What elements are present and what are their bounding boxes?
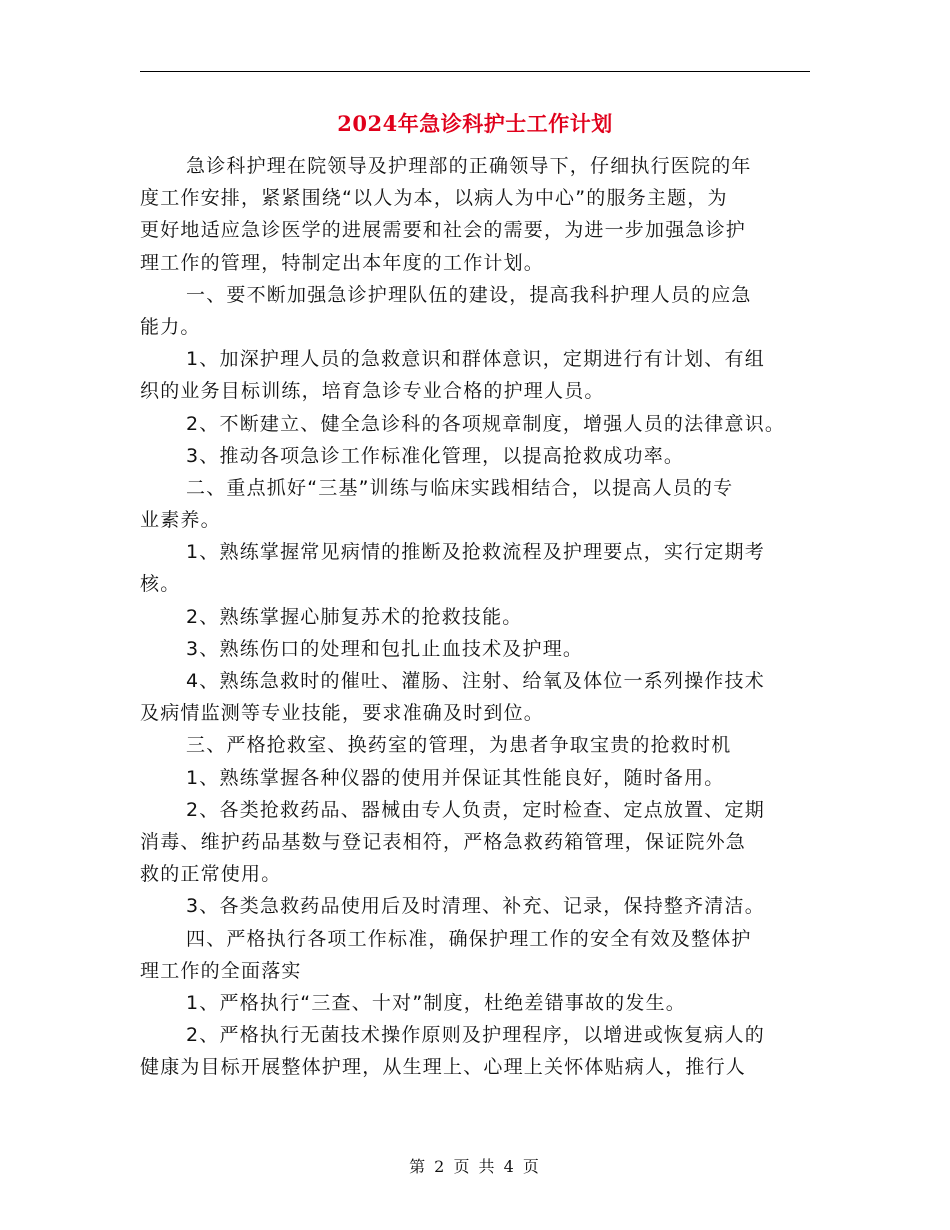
- document-title: 2024年急诊科护士工作计划: [337, 111, 613, 136]
- list-item-line: 消毒、维护药品基数与登记表相符，严格急救药箱管理，保证院外急: [140, 830, 747, 853]
- paragraph-line: 度工作安排，紧紧围绕“以人为本，以病人为中心”的服务主题，为: [140, 187, 728, 210]
- paragraph-line: 理工作的管理，特制定出本年度的工作计划。: [140, 251, 545, 274]
- section-heading-line: 业素养。: [140, 509, 221, 532]
- list-item-line: 2、熟练掌握心肺复苏术的抢救技能。: [186, 605, 523, 628]
- list-item-line: 织的业务目标训练，培育急诊专业合格的护理人员。: [140, 380, 605, 403]
- document-body: [140, 150, 805, 1083]
- list-item-line: 1、严格执行“三查、十对”制度，杜绝差错事故的发生。: [186, 991, 686, 1014]
- paragraph-line: 急诊科护理在院领导及护理部的正确领导下，仔细执行医院的年: [186, 155, 752, 177]
- section-heading-line: 四、严格执行各项工作标准，确保护理工作的安全有效及整体护: [186, 927, 752, 950]
- page-number: 第 2 页 共 4 页: [409, 1157, 541, 1176]
- header-rule: [140, 71, 810, 72]
- list-item-line: 1、熟练掌握各种仪器的使用并保证其性能良好，随时备用。: [186, 766, 725, 789]
- list-item-line: 2、各类抢救药品、器械由专人负责，定时检查、定点放置、定期: [186, 798, 765, 821]
- list-item-line: 1、加深护理人员的急救意识和群体意识，定期进行有计划、有组: [186, 348, 765, 371]
- list-item-line: 3、熟练伤口的处理和包扎止血技术及护理。: [186, 637, 584, 660]
- list-item-line: 3、各类急救药品使用后及时清理、补充、记录，保持整齐清洁。: [186, 895, 765, 918]
- section-heading-line: 一、要不断加强急诊护理队伍的建设，提高我科护理人员的应急: [186, 283, 752, 306]
- list-item-line: 2、不断建立、健全急诊科的各项规章制度，增强人员的法律意识。: [186, 412, 786, 435]
- section-heading-line: 能力。: [140, 315, 201, 338]
- paragraph-line: 更好地适应急诊医学的进展需要和社会的需要，为进一步加强急诊护: [140, 219, 747, 242]
- list-item-line: 健康为目标开展整体护理，从生理上、心理上关怀体贴病人，推行人: [140, 1056, 747, 1079]
- section-heading-line: 理工作的全面落实: [140, 959, 302, 982]
- section-heading-line: 三、严格抢救室、换药室的管理，为患者争取宝贵的抢救时机: [186, 734, 732, 757]
- list-item-line: 及病情监测等专业技能，要求准确及时到位。: [140, 702, 545, 725]
- list-item-line: 1、熟练掌握常见病情的推断及抢救流程及护理要点，实行定期考: [186, 541, 765, 564]
- list-item-line: 核。: [140, 573, 181, 596]
- list-item-line: 3、推动各项急诊工作标准化管理，以提高抢救成功率。: [186, 444, 685, 467]
- list-item-line: 2、严格执行无菌技术操作原则及护理程序，以增进或恢复病人的: [186, 1024, 765, 1047]
- list-item-line: 救的正常使用。: [140, 863, 282, 886]
- section-heading-line: 二、重点抓好“三基”训练与临床实践相结合，以提高人员的专: [186, 476, 734, 499]
- list-item-line: 4、熟练急救时的催吐、灌肠、注射、给氧及体位一系列操作技术: [186, 670, 765, 692]
